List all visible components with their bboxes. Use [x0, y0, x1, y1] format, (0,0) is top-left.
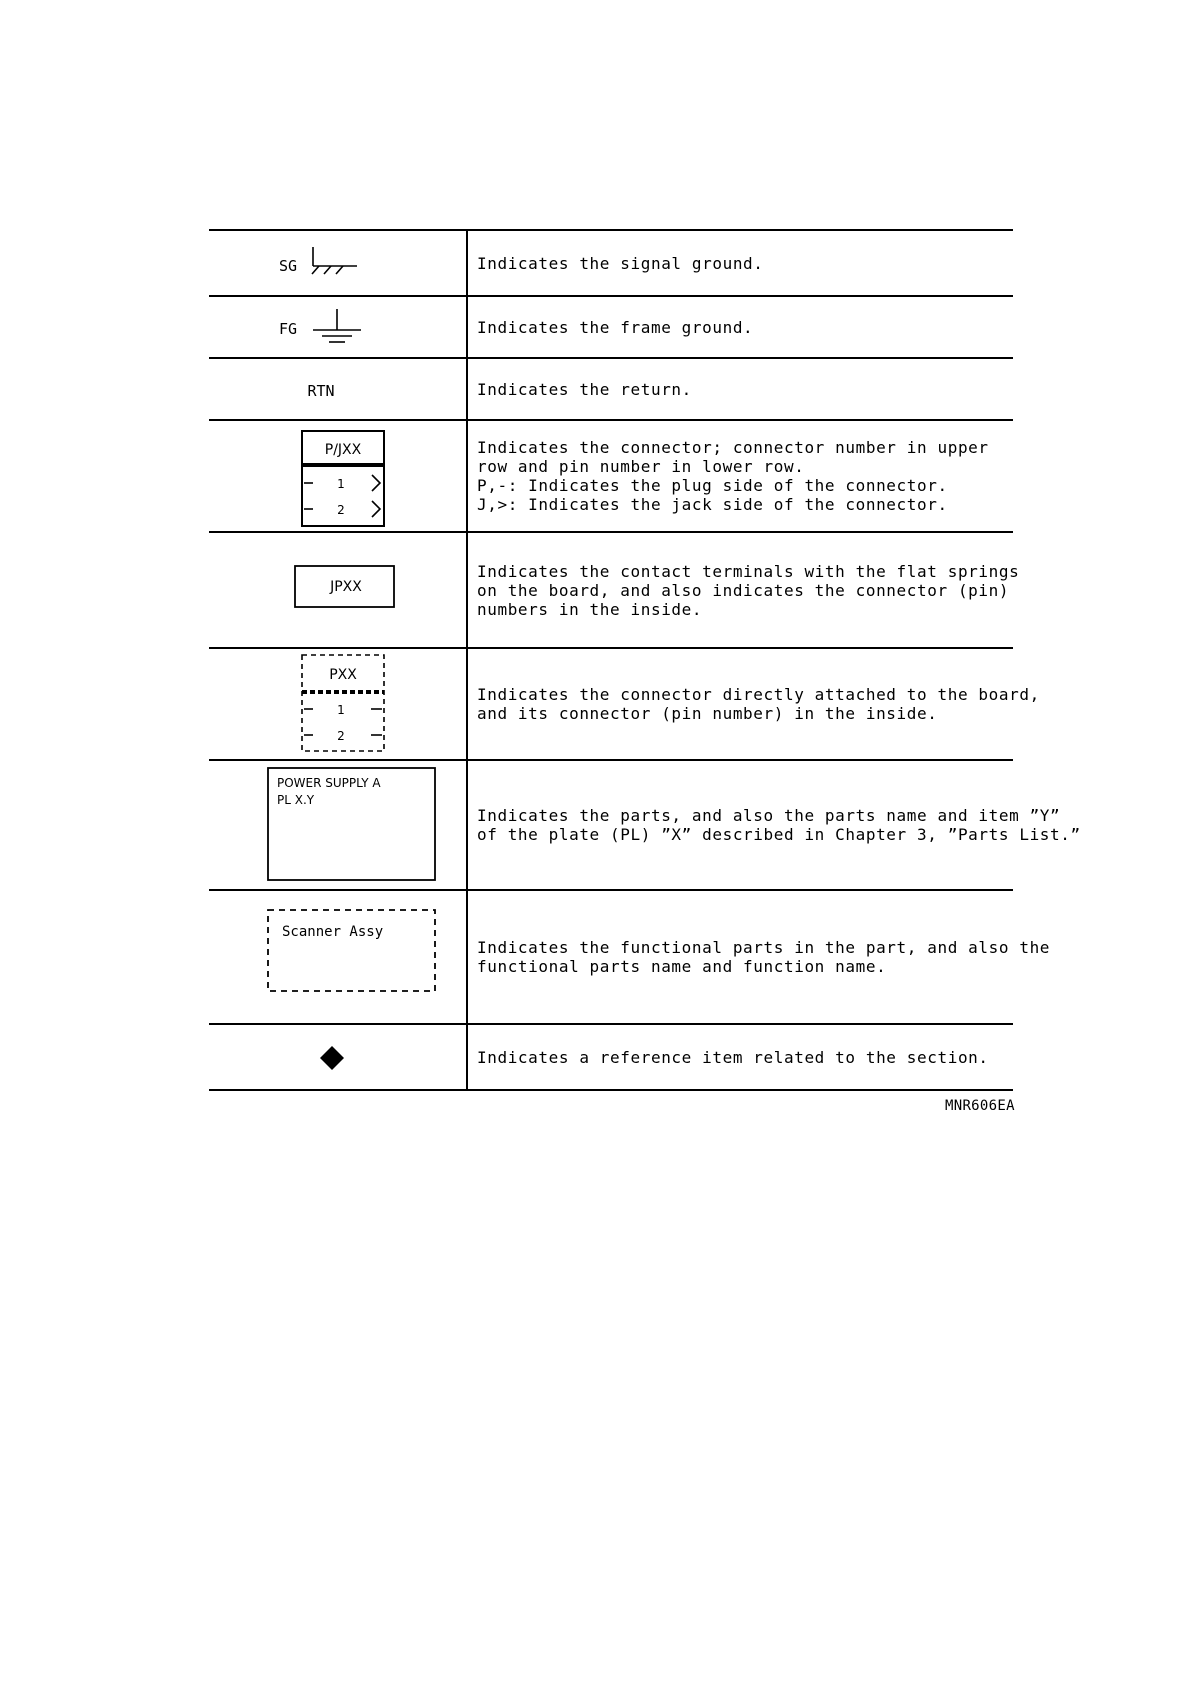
legend-row-parts: [209, 761, 1081, 891]
description-cell: [477, 231, 1053, 295]
description-cell: [477, 649, 1053, 759]
functional-parts-label: Scanner Assy: [282, 924, 384, 940]
description-line: row and pin number in lower row.: [477, 457, 805, 476]
frame-ground-icon: [209, 297, 468, 357]
contact-terminal-label: JPXX: [330, 579, 362, 595]
description-line: functional parts name and function name.: [477, 957, 887, 976]
pin-number: 2: [337, 729, 345, 743]
pin-number: 1: [337, 477, 345, 491]
rtn-label: RTN: [307, 382, 335, 400]
description-line: J,>: Indicates the jack side of the connector.: [477, 495, 948, 514]
diamond-icon: [320, 1046, 344, 1070]
jack-chevron-icon: [372, 501, 380, 517]
description-line: numbers in the inside.: [477, 599, 703, 619]
functional-parts-box-icon: [209, 891, 468, 1023]
legend-row-reference-item: [209, 1025, 1013, 1091]
legend-row-functional-parts: [209, 891, 1051, 1025]
pin-number: 1: [337, 703, 345, 717]
description-cell: [477, 297, 1053, 357]
connector-label: P/JXX: [324, 442, 362, 458]
board-connector-icon: [209, 649, 468, 759]
symbol-cell: [209, 761, 468, 889]
parts-plate-label: PL X.Y: [277, 793, 315, 807]
signal-ground-icon: [209, 231, 468, 295]
symbol-cell: [209, 359, 468, 419]
description-cell: [477, 1025, 1053, 1089]
symbol-cell: [209, 231, 468, 295]
sg-label: SG: [279, 257, 298, 275]
description-cell: [477, 533, 1053, 647]
description-line: Indicates the connector; connector number in upper: [477, 438, 989, 457]
description-line: P,-: Indicates the plug side of the connector.: [477, 476, 948, 495]
description-line: Indicates the frame ground.: [477, 317, 754, 337]
legend-row-contact-terminals: [209, 533, 1020, 649]
description-line: Indicates a reference item related to the section.: [477, 1047, 989, 1067]
symbol-cell: [209, 533, 468, 647]
connector-icon: [209, 421, 468, 531]
legend-row-board-connector: [209, 649, 1040, 761]
description-line: Indicates the signal ground.: [477, 253, 764, 273]
symbol-cell: [209, 297, 468, 357]
legend-row-return: [209, 359, 1013, 421]
symbol-cell: [209, 1025, 468, 1089]
description-line: Indicates the parts, and also the parts name and item ”Y”: [477, 806, 1061, 825]
description-line: of the plate (PL) ”X” described in Chapter 3, ”Parts List.”: [477, 825, 1081, 844]
description-line: Indicates the return.: [477, 379, 692, 399]
parts-name-label: POWER SUPPLY A: [277, 776, 381, 790]
document-code: MNR606EA: [945, 1098, 1015, 1114]
pin-number: 2: [337, 503, 345, 517]
jack-chevron-icon: [372, 475, 380, 491]
description-line: Indicates the connector directly attached to the board,: [477, 685, 1040, 704]
description-cell: [477, 891, 1053, 1023]
legend-row-signal-ground: [209, 229, 1013, 297]
contact-terminal-icon: [209, 533, 468, 647]
board-connector-label: PXX: [329, 667, 357, 683]
description-cell: [477, 359, 1053, 419]
description-line: Indicates the functional parts in the part, and also the: [477, 938, 1051, 957]
description-line: and its connector (pin number) in the inside.: [477, 704, 938, 723]
description-cell: [477, 761, 1081, 889]
symbol-legend-table: [209, 229, 1081, 1091]
description-line: on the board, and also indicates the connector (pin): [477, 580, 1010, 600]
fg-label: FG: [279, 320, 298, 338]
legend-row-frame-ground: [209, 297, 1013, 359]
symbol-cell: [209, 421, 468, 531]
description-line: Indicates the contact terminals with the flat springs: [477, 561, 1020, 581]
description-cell: [477, 421, 1053, 531]
symbol-cell: [209, 649, 468, 759]
symbol-cell: [209, 891, 468, 1023]
legend-row-connector: [209, 421, 1013, 533]
parts-box-icon: [209, 761, 468, 889]
